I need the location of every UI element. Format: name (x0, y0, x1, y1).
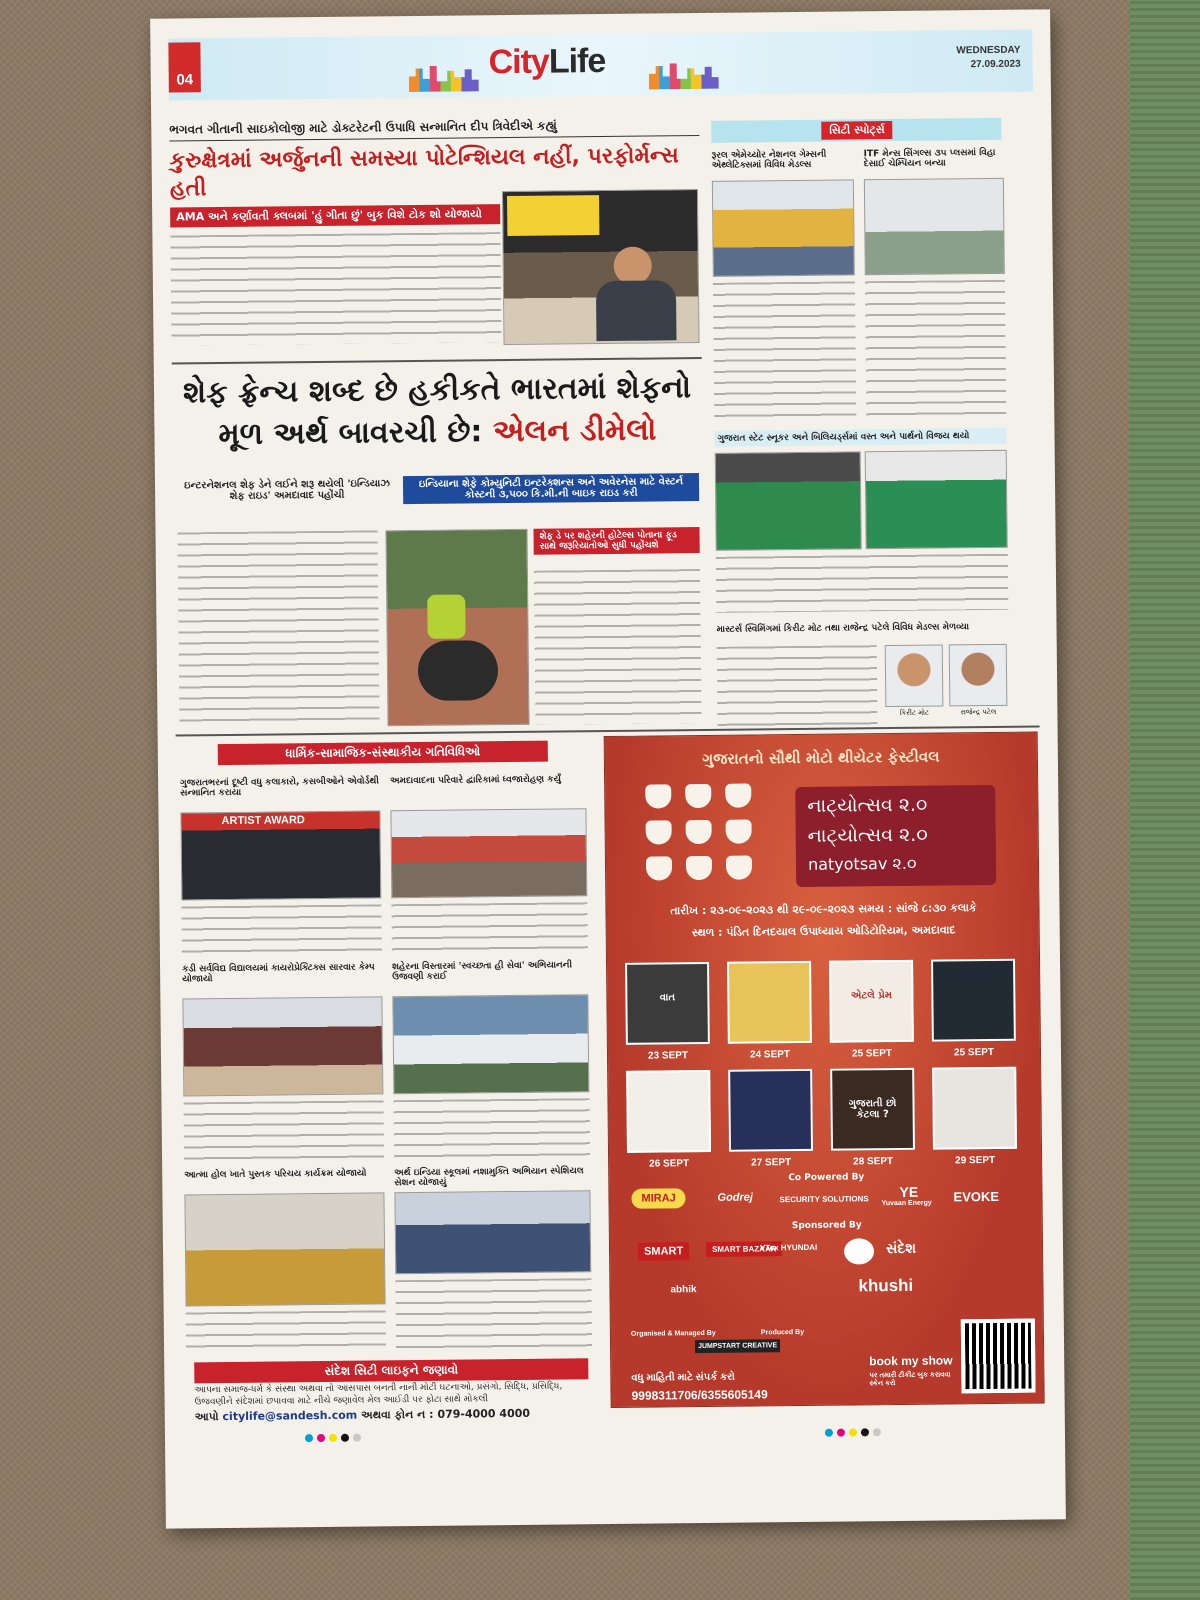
lead-photo (502, 189, 700, 345)
poster-title (733, 991, 805, 992)
chef-headline-1: શેફ ફ્રેન્ચ શબ્દ છે હકીકતે ભારતમાં શેફનો (182, 370, 692, 411)
play-poster (625, 962, 710, 1045)
dwarka-photo (390, 808, 587, 898)
ad-top-line: ગુજરાતનો સૌથી મોટો થીયેટર ફેસ્ટીવલ (702, 747, 940, 769)
poster-title (938, 1097, 1010, 1098)
chef-body-left (177, 530, 379, 728)
chef-body-right (534, 569, 702, 725)
sports-header (711, 118, 1001, 143)
community-item1-body (181, 904, 381, 954)
poster-title: વાત (659, 992, 676, 1004)
poster-title (937, 989, 1009, 990)
poster-title: ગુજરાતી છો કેટલા ? (848, 1097, 897, 1121)
lead-body (170, 232, 501, 345)
chef-headline-2-red: એલન ડીમેલો (492, 412, 657, 450)
book-event-photo (184, 1192, 385, 1306)
sports-story4-body (717, 645, 878, 727)
date-box (956, 44, 1020, 73)
phone-prefix: અથવા ફોન ન : (361, 1407, 434, 1422)
sports-athletes-photo (712, 179, 855, 276)
community-item6-head: અર્થ ઇન્ડિયા સ્કૂલમાં નશામુક્તિ અભિયાન સ્પેશિયલ સેશન યોજાયું (394, 1166, 584, 1189)
qr-code[interactable] (961, 1319, 1036, 1394)
community-item2-body (391, 902, 587, 952)
lead-subhead: AMA અને કર્ણાવતી ક્લબમાં 'હું ગીતા છું' બુક વિશે ટોક શો યોજાયો (170, 204, 500, 227)
community-item2-head: અમદાવાદના પરિવારે દ્વારિકામાં ધ્વજારોહણ કર્યું (390, 774, 562, 787)
community-item6-body (395, 1278, 592, 1350)
email-prefix: આપો (194, 1410, 219, 1424)
lead-headline: કુરુક્ષેત્રમાં અર્જુનની સમસ્યા પોટેન્શિયલ નહીં, પરફોર્મન્સ હતી (169, 143, 679, 202)
smart-bazaar-logo: SMART BAZAAR (706, 1241, 783, 1257)
sports-story2-body (865, 280, 1006, 417)
quote-box (507, 195, 599, 236)
chef-headline-2 (172, 409, 702, 457)
date-label: 27.09.2023 (970, 58, 1021, 71)
khushi-logo: khushi (858, 1275, 914, 1296)
play-poster (626, 1070, 711, 1153)
poster-date: 24 SEPT (749, 1049, 791, 1061)
swimmer-caption-1: કિરીટ મોટ (899, 708, 930, 717)
smart-logo: SMART (638, 1242, 689, 1261)
play-poster (727, 961, 812, 1044)
citylife-logo (488, 42, 605, 82)
organised-label: Organised & Managed By (630, 1329, 716, 1338)
theatre-masks-icon (645, 783, 766, 888)
poster-date: 23 SEPT (647, 1050, 689, 1062)
fest-line-2: નાટ્યોત્સવ ૨.૦ (807, 823, 928, 847)
contact-phone: 079-4000 4000 (437, 1406, 531, 1421)
community-item5-body (186, 1310, 386, 1352)
sandesh-logo: સંદેશ (885, 1239, 917, 1257)
community-item3-head: કડી સર્વવિદ્ય વિદ્યાલયમાં કાયરોપ્રેક્ટિક્સ સારવાર કેમ્પ યોજાયો (182, 962, 375, 985)
play-poster (830, 1068, 915, 1151)
poster-date: 25 SEPT (851, 1048, 893, 1060)
school-session-photo (394, 1190, 591, 1274)
dots-left (303, 1427, 363, 1447)
motorbike (418, 640, 499, 701)
skyline-right-icon (649, 63, 719, 90)
abhik-logo: abhik (670, 1284, 697, 1296)
community-item5-head: આત્મા હોલ ખાતે પુસ્તક પરિચય કાર્યક્રમ યોજાયો (184, 1168, 367, 1181)
vtex-hyundai-logo: VTex HYUNDAI (759, 1242, 818, 1253)
co-powered-label: Co Powered By (788, 1172, 865, 1184)
sports-story3-body (716, 554, 1009, 613)
produced-label: Produced By (760, 1328, 805, 1337)
play-poster (932, 1067, 1017, 1150)
chef-right-sub: ઇન્ડિયાના શેફે કોમ્યુનિટી ઇન્ટરેક્શન્સ અને અવેરનેસ માટે વેસ્ટર્ન કોસ્ટની ૩,૫૦૦ કિ.મી.ની બાઇક રાઇડ કરી (403, 473, 699, 504)
chef-story (172, 367, 703, 457)
godrej-logo: Godrej (717, 1191, 754, 1204)
poster-date: 28 SEPT (853, 1156, 894, 1168)
poster-date: 26 SEPT (649, 1158, 690, 1170)
brand-circle-logo (844, 1238, 874, 1264)
day-label: WEDNESDAY (956, 44, 1021, 57)
sports-story4-head: માસ્ટર્સ સ્વિમિંગમાં કિરીટ મોટ તથા રાજેન્દ્ર પટેલે વિવિધ મેડલ્સ મેળવ્યા (716, 622, 970, 635)
jumpstart-logo: JUMPSTART CREATIVE (695, 1339, 780, 1353)
swimmer-caption-2: રાજેન્દ્ર પટેલ (960, 707, 997, 717)
snooker-photo-1 (715, 451, 862, 551)
notify-text: આપના સમાજ-ધર્મ કે સંસ્થા અથવા તો આસપાસ બનતી નાની મોટી ઘટનાઓ, પ્રસંગો, સિદ્ધિ, પ્રસિદ્ધિ, ઉજવણીને સંદેશમાં છપાવવા માટે નીચે જણાવેલ મેલ આઈડી પર ફોટા સાથે મોકલી (194, 1381, 563, 1408)
lead-kicker: ભગવત ગીતાની સાઇકોલોજી માટે ડોક્ટરેટની ઉપાધિ સન્માનિત દીપ ત્રિવેદીએ કહ્યું (169, 117, 699, 142)
sports-story1-body (713, 281, 856, 418)
fest-title-box (795, 785, 996, 887)
speaker-body (596, 280, 677, 341)
skyline-left-icon (409, 65, 479, 92)
swimmer-photo-2 (949, 644, 1008, 707)
logo-life: Life (548, 41, 606, 81)
chef-left-sub: ઇન્ટરનેશનલ શેફ ડેને લઈને શરૂ થયેલી 'ઇન્ડિયાઝ શેફ રાઇડ' અમદાવાદ પહોંચી (184, 478, 390, 502)
chef-side-head: શેફ ડે પર શહેરની હોટેલ્સ પોતાના ફૂડ સાથે જરૂરિયાતોઓ સુધી પહોંચશે (533, 527, 699, 555)
play-poster (931, 959, 1016, 1042)
bookmyshow-note: પર તમારી ટીકીટ બુક કરાવવા સ્કેન કરો (869, 1371, 951, 1388)
poster-title: એટલે પ્રેમ (850, 990, 892, 1002)
swimmer-photo-1 (885, 644, 944, 707)
green-mat (1130, 0, 1200, 1600)
chef-headline-2-black: મૂળ અર્થ બાવરચી છે: (218, 414, 483, 453)
speaker-head (614, 247, 652, 285)
fest-line-1: નાટ્યોત્સવ ૨.૦ (807, 793, 928, 817)
contact-numbers: 9998311706/6355605149 (631, 1387, 768, 1403)
divider (172, 357, 702, 365)
bookmyshow-logo: book my show (869, 1353, 953, 1369)
camp-photo (182, 996, 383, 1096)
dots-right (823, 1421, 883, 1441)
miraj-logo: MIRAJ (631, 1188, 685, 1209)
snooker-photo-2 (865, 450, 1008, 549)
poster-title (632, 1100, 704, 1101)
poster-date: 25 SEPT (953, 1046, 995, 1059)
community-item3-body (183, 1100, 384, 1162)
sports-story1-head: રૂરલ એમેચ્યોર નેશનલ ગેમ્સની એથ્લેટિક્સમાં વિવિધ મેડલ્સ (711, 149, 827, 171)
contact-label: વધુ માહિતી માટે સંપર્ક કરો (631, 1371, 735, 1384)
sports-tennis-photo (864, 178, 1005, 275)
play-poster (829, 960, 914, 1043)
logo-city: City (488, 42, 550, 82)
evoke-logo: EVOKE (953, 1188, 1000, 1205)
swachhata-photo (392, 994, 589, 1094)
page-number: 04 (168, 42, 201, 92)
poster-date: 27 SEPT (751, 1157, 792, 1169)
contact-email: citylife@sandesh.com (222, 1408, 358, 1424)
ad-dates: તારીખ : ૨૩-૦૯-૨૦૨૩ થી ૨૯-૦૯-૨૦૨૩ સમય : સાંજે ૮:૩૦ કલાકે (670, 901, 977, 918)
community-section-head: ધાર્મિક-સામાજિક-સંસ્થાકીય ગતિવિધિઓ (218, 741, 548, 765)
ye-logo: YE (899, 1183, 919, 1200)
sponsored-label: Sponsored By (791, 1220, 862, 1232)
newspaper-page (150, 9, 1066, 1528)
artist-award-banner: ARTIST AWARD (221, 814, 305, 828)
community-item1-head: ગુજરાતભરનાં દૂષ્ટી વધુ કલાકારો, કસબીઓને એવોર્ડથી સન્માનિત કરાયા (180, 776, 380, 799)
community-item4-body (393, 1098, 590, 1160)
sports-story2-head: ITF મેન્સ સિંગલ્સ ૩૫ પ્લસમાં વિહા દેસાઈ ચેમ્પિયન બન્યા (863, 147, 996, 170)
rider-jacket (427, 594, 465, 638)
poster-title (734, 1099, 806, 1100)
artist-award-photo (180, 810, 381, 900)
sports-story3-head: ગુજરાત સ્ટેટ સ્નૂકર અને બિલિયર્ડ્સમાં વસ્ત અને પાર્થનો વિજય થયો (714, 428, 1006, 447)
yuvaan-logo: Yuvaan Energy (881, 1199, 932, 1208)
security-solutions-logo: SECURITY SOLUTIONS (779, 1194, 869, 1205)
community-item4-head: શહેરના વિસ્તારમાં 'સ્વચ્છતા હી સેવા' અભિયાનની ઉજવણી કરાઈ (392, 960, 573, 983)
fest-line-3: natyotsav ૨.૦ (807, 853, 917, 874)
poster-date: 29 SEPT (955, 1154, 996, 1167)
sports-tag: સિટી સ્પોર્ટ્સ (821, 121, 893, 140)
chef-bike-photo (385, 529, 529, 726)
masthead (168, 30, 1033, 101)
natyotsav-ad (604, 731, 1045, 1408)
notify-head: સંદેશ સિટી લાઇફને જણાવો (194, 1358, 588, 1383)
play-poster (728, 1069, 813, 1152)
ad-venue: સ્થળ : પંડિત દિનદયાલ ઉપાધ્યાય ઓડિટોરિયમ, અમદાવાદ (691, 923, 956, 940)
